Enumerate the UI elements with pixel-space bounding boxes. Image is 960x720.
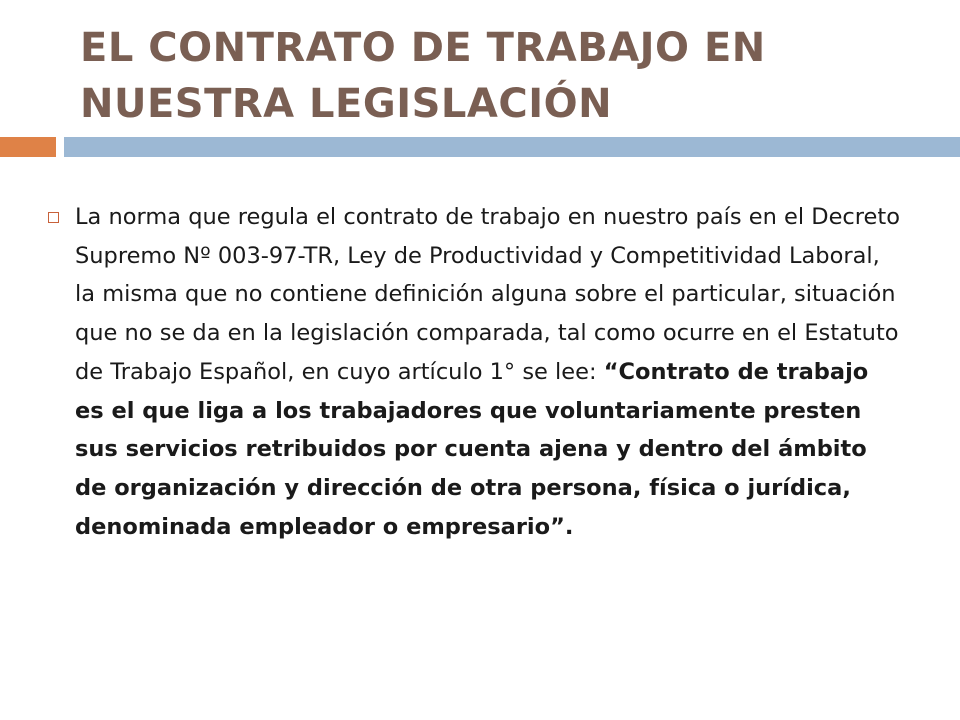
title-accent-bar (0, 137, 56, 157)
paragraph-regular-text: La norma que regula el contrato de trabajo en nuestro país en el Decreto Supremo Nº 003-97-TR, Ley de Productividad y Competitividad Laboral, la misma que no contiene definición alguna sobre el particular, situación que no se da en la legislación comparada, tal como ocurre en el Estatuto de Trabajo Español, en cuyo artículo 1° se lee: (75, 204, 900, 385)
bullet-paragraph (75, 198, 904, 546)
hollow-square-bullet-icon (48, 212, 59, 223)
paragraph-bold-quote: “Contrato de trabajo es el que liga a los trabajadores que voluntariamente presten sus servicios retribuidos por cuenta ajena y dentro del ámbito de organización y dirección de otra persona, física o jurídica, denominada empleador o empresario”. (75, 358, 869, 540)
title-divider-bar (64, 137, 960, 157)
bullet-list (44, 198, 904, 546)
slide-title (80, 20, 940, 132)
slide-title-line-2: NUESTRA LEGISLACIÓN (80, 81, 613, 127)
slide-title-line-1: EL CONTRATO DE TRABAJO EN (80, 25, 766, 71)
